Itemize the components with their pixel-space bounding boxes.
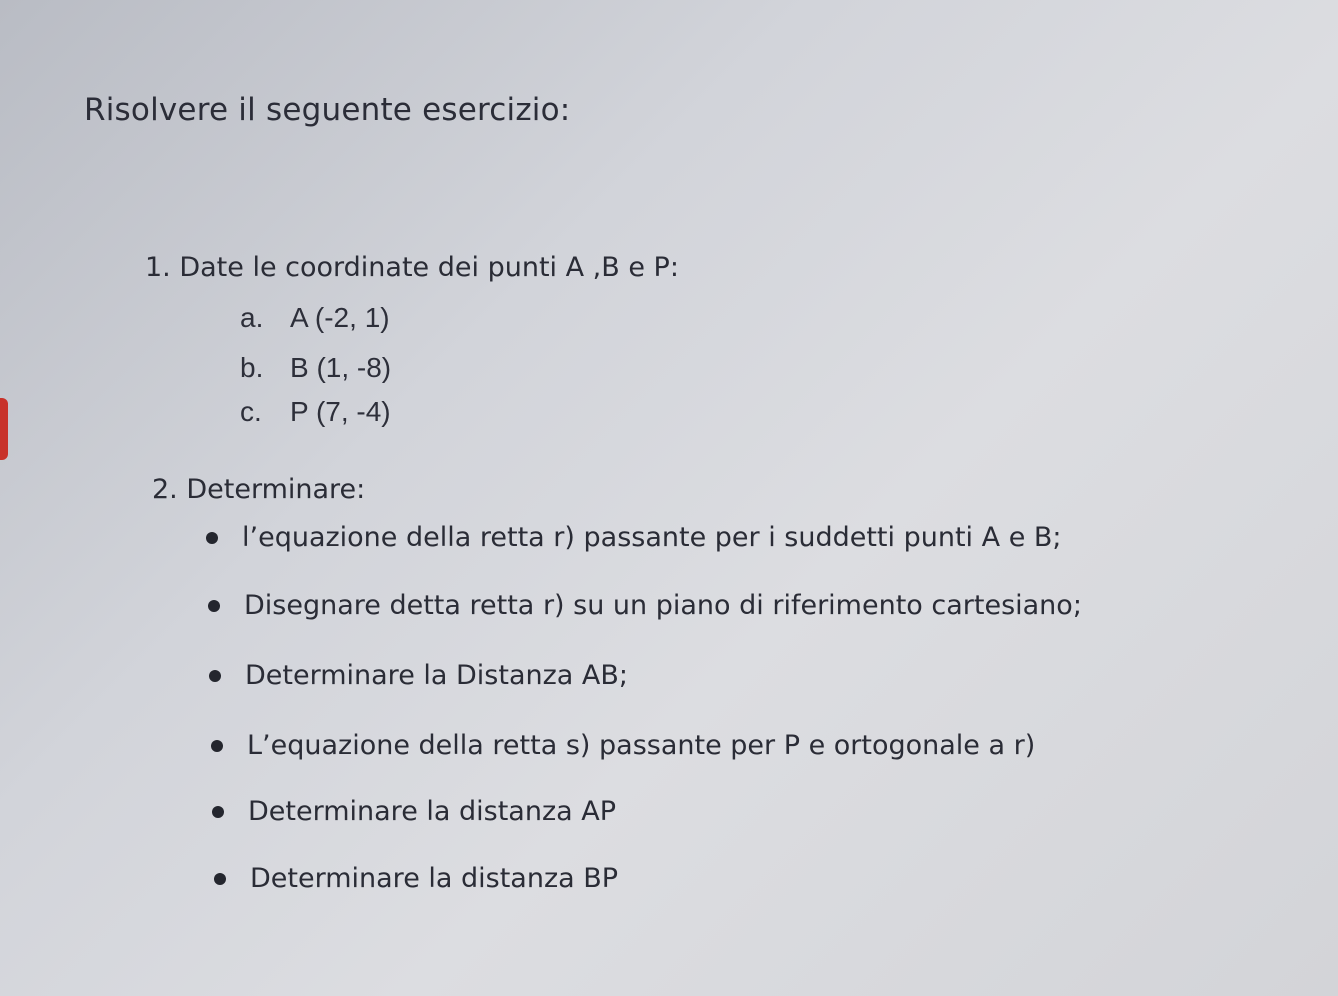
- question-2-label: 2. Determinare:: [152, 474, 366, 505]
- point-a-coordinates: A (-2, 1): [290, 302, 390, 333]
- bullet-dot-icon: [214, 873, 226, 885]
- bullet-dot-icon: [211, 740, 223, 752]
- bullet-dot-icon: [209, 670, 221, 682]
- bullet-text: Disegnare detta retta r) su un piano di riferimento cartesiano;: [244, 590, 1082, 621]
- point-p-item: [240, 396, 391, 428]
- bullet-text: Determinare la distanza BP: [250, 863, 619, 894]
- bullet-dot-icon: [206, 532, 218, 544]
- bullet-item: [248, 796, 616, 827]
- bullet-dot-icon: [208, 600, 220, 612]
- bullet-dot-icon: [212, 806, 224, 818]
- bullet-text: Determinare la distanza AP: [248, 796, 617, 827]
- question-1-label: 1. Date le coordinate dei punti A ,B e P:: [145, 252, 679, 283]
- bullet-text: l’equazione della retta r) passante per i suddetti punti A e B;: [242, 522, 1062, 553]
- bullet-text: L’equazione della retta s) passante per P e ortogonale a r): [247, 730, 1036, 761]
- bullet-item: [244, 590, 1082, 621]
- red-edge-object: [0, 398, 8, 460]
- item-letter: c.: [240, 396, 262, 427]
- point-b-coordinates: B (1, -8): [290, 352, 392, 383]
- bullet-text: Determinare la Distanza AB;: [245, 660, 629, 691]
- bullet-item: [247, 730, 1035, 761]
- bullet-item: [245, 660, 628, 691]
- bullet-item: [242, 522, 1062, 553]
- page-title: Risolvere il seguente esercizio:: [84, 92, 571, 128]
- point-a-item: [240, 302, 390, 334]
- item-letter: a.: [240, 302, 264, 333]
- bullet-item: [250, 863, 618, 894]
- point-b-item: [240, 352, 391, 384]
- point-p-coordinates: P (7, -4): [290, 396, 391, 427]
- item-letter: b.: [240, 352, 264, 383]
